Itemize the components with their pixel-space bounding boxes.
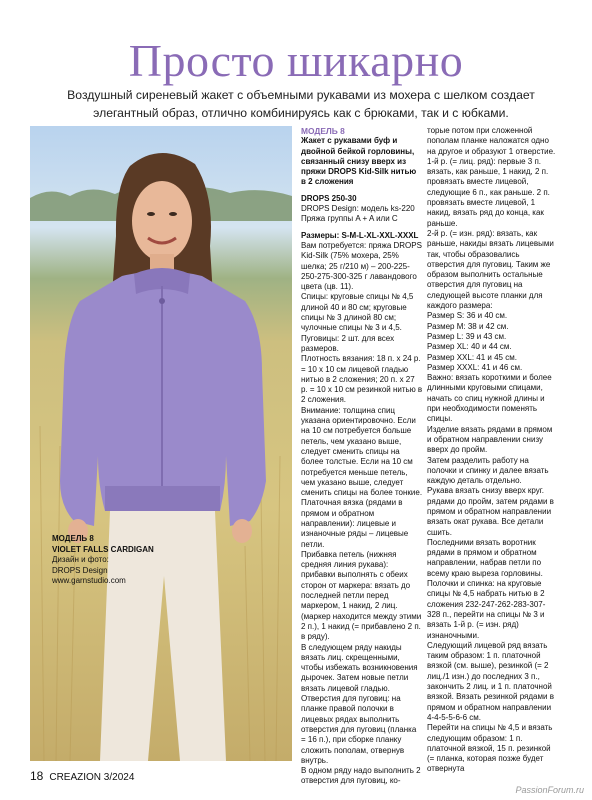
paragraph: торые потом при сложенной пополам планке наложатся одно на другое и образуют 1 отверстие. xyxy=(427,126,556,156)
paragraph: Последними вязать воротник рядами в прямом и обратном направлении, набрав петли по всему краю выреза горловины. xyxy=(427,537,543,578)
paragraph: Плотность вязания: 18 п. x 24 р. = 10 x 10 см лицевой гладью нитью в 2 сложения; 20 п. x 27 р. = 10 x 10 см резинкой нитью в 2 сложения. xyxy=(301,354,423,405)
paragraph: Внимание: толщина спиц указана ориентировочно. Если на 10 см потребуется больше петель, чем указано выше, следует сменить спицы на более толстые. Если на 10 см потребуется меньше петель, чем указано выше, следует сменить спицы на более тонкие. xyxy=(301,405,423,498)
paragraph: DROPS Design: модель ks-220 xyxy=(301,204,415,214)
caption-name: VIOLET FALLS CARDIGAN xyxy=(52,544,154,554)
caption-credit: DROPS Design xyxy=(52,565,108,575)
paragraph: Спицы: круговые спицы № 4,5 длиной 40 и 80 см; круговые спицы № 3 длиной 80 см; чулочные спицы № 3 и 4,5. xyxy=(301,292,414,333)
caption-credit-label: Дизайн и фото: xyxy=(52,555,109,564)
instructions-column-1 xyxy=(301,126,423,787)
paragraph: DROPS 250-30 xyxy=(301,193,357,203)
paragraph: Размер XL: 40 и 44 см. xyxy=(427,342,512,352)
paragraph: Размер L: 39 и 43 см. xyxy=(427,331,507,341)
page-footer xyxy=(30,769,134,783)
watermark: PassionForum.ru xyxy=(515,785,584,795)
page-title: Просто шикарно xyxy=(128,35,464,86)
paragraph: Размер XXXL: 41 и 46 см. xyxy=(427,362,523,372)
paragraph: Жакет с рукавами буф и двойной бейкой горловины, связанный снизу вверх из пряжи DROPS Kid-Silk нитью в 2 сложения xyxy=(301,136,417,187)
paragraph: Размер XXL: 41 и 45 см. xyxy=(427,352,517,362)
paragraph: Размер S: 36 и 40 см. xyxy=(427,311,508,321)
paragraph: 1-й р. (= лиц. ряд): первые 3 п. вязать, как раньше, 1 накид, 2 п. провязать вместе лицевой, следующие 6 п., как раньше. 2 п. провязать вместе лицевой, 1 накид, вязать ряд до конца, как раньше. xyxy=(427,156,550,228)
paragraph: В одном ряду надо выполнить 2 отверстия для пуговиц, ко- xyxy=(301,766,421,786)
paragraph: Размер M: 38 и 42 см. xyxy=(427,321,509,331)
paragraph: Пряжа группы A + A или C xyxy=(301,214,398,224)
caption-model: МОДЕЛЬ 8 xyxy=(52,534,94,543)
paragraph: Рукава вязать снизу вверх круг. рядами до пройм, затем рядами в прямом и обратном направлении вязать окат рукава. Все детали сшить. xyxy=(427,486,554,537)
caption-url[interactable]: www.garnstudio.com xyxy=(52,576,126,585)
paragraph: Размеры: S-M-L-XL-XXL-XXXL xyxy=(301,230,419,240)
paragraph: Отверстия для пуговиц: на планке правой полочки в лицевых рядах выполнить отверстия для пуговиц (планка = 16 п.), при сборке планку сложить пополам, отвернув внутрь. xyxy=(301,694,417,765)
photo-caption xyxy=(52,534,182,587)
model-photo xyxy=(30,126,292,761)
paragraph: 2-й р. (= изн. ряд): вязать, как раньше, накиды вязать лицевыми так, чтобы образовались отверстия для пуговиц. Таким же образом выполнить остальные отверстия для пуговиц на следующей высоте планки для каждого размера: xyxy=(427,228,554,311)
magazine-issue: CREAZION 3/2024 xyxy=(49,772,135,783)
paragraph: Пуговицы: 2 шт. для всех размеров. xyxy=(301,333,395,353)
paragraph: Важно: вязать короткими и более длинными круговыми спицами, начать со спиц нужной длины и при необходимости поменять спицы. xyxy=(427,373,552,424)
paragraph: Прибавка петель (нижняя средняя линия рукава): прибавки выполнять с обеих сторон от маркера: вязать до последней петли перед маркером, 1 накид, 2 лиц. (маркер находится между этими 2 п.), 1 накид (= прибавлено 2 п. в ряду). xyxy=(301,549,422,642)
paragraph: Изделие вязать рядами в прямом и обратном направлении снизу вверх до пройм. xyxy=(427,424,553,455)
paragraph: Затем разделить работу на полочки и спинку и далее вязать каждую деталь отдельно. xyxy=(427,455,549,486)
paragraph: В следующем ряду накиды вязать лиц. скрещенными, чтобы избежать возникновения дырочек. Затем новые петли вязать лицевой гладью. xyxy=(301,642,418,693)
paragraph: Следующий лицевой ряд вязать таким образом: 1 п. платочной вязкой (см. выше), резинкой (= 2 лиц./1 изн.) до последних 3 п., закончить 2 лиц. и 1 п. платочной вязкой. Вязать резинкой рядами в прямом и обратном направлении 4-4-5-5-6-6 см. xyxy=(427,640,554,722)
page-subtitle: Воздушный сиреневый жакет с объемными рукавами из мохера с шелком создает элегантный образ, отлично комбинируясь как с брюками, так и с юбками. xyxy=(67,88,535,120)
paragraph: МОДЕЛЬ 8 xyxy=(301,126,345,136)
paragraph: Полочки и спинка: на круговые спицы № 4,5 набрать нитью в 2 сложения 232-247-262-283-307-328 п., перейти на спицы № 3 и вязать 1-й р. (= изн. ряд) изнаночными. xyxy=(427,579,546,640)
paragraph: Платочная вязка (рядами в прямом и обратном направлении): лицевые и изнаночные ряды – лицевые петли. xyxy=(301,498,409,549)
instructions-column-2 xyxy=(427,126,557,775)
paragraph: Перейти на спицы № 4,5 и вязать следующим образом: 1 п. платочной вязкой, 15 п. резинкой (= планка, которая позже будет отвернута xyxy=(427,723,553,774)
page-number: 18 xyxy=(30,769,44,783)
paragraph: Вам потребуется: пряжа DROPS Kid-Silk (75% мохера, 25% шелка; 25 г/210 м) – 200-225-250-275-300-325 г лавандового цвета (цв. 11). xyxy=(301,240,422,292)
